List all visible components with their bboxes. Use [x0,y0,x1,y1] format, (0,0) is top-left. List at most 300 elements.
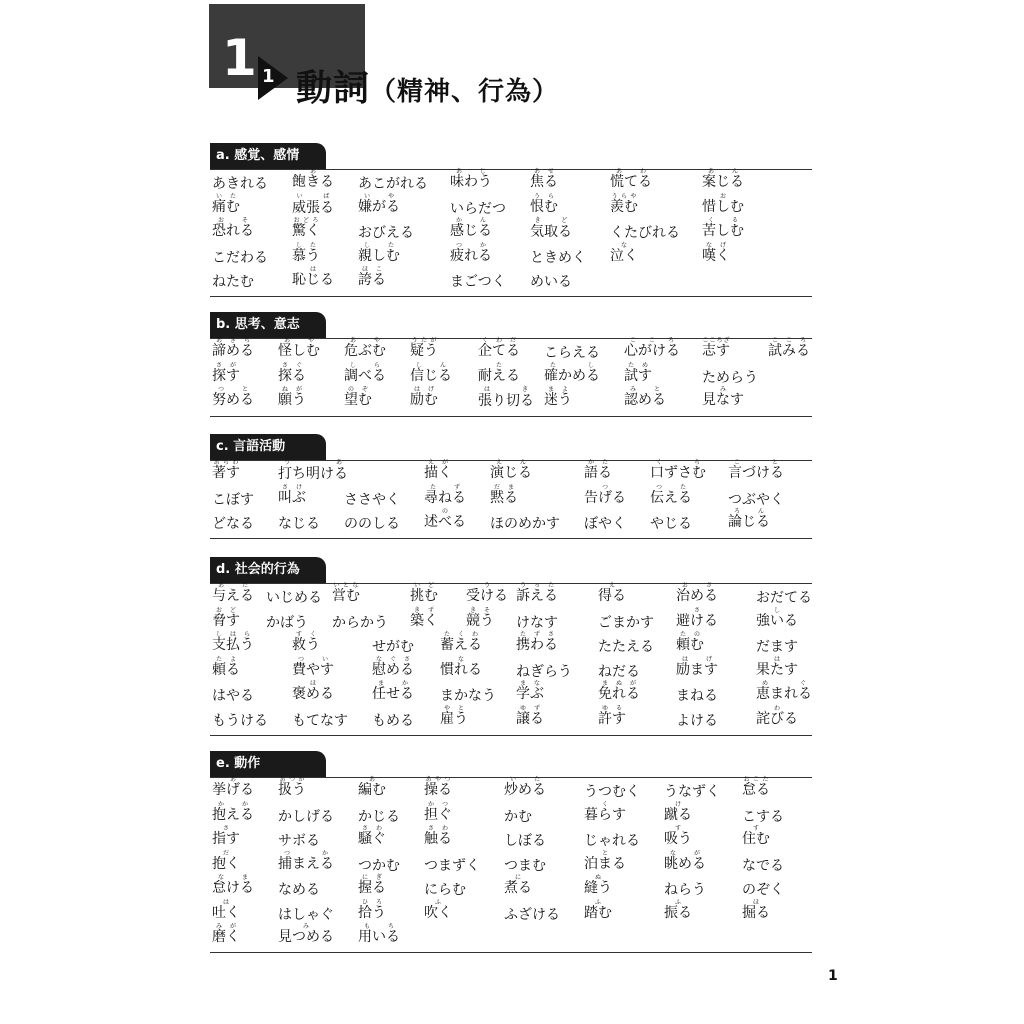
vocab-word: 危ぶむあや [344,337,386,359]
vocab-word: 嘆くなげ [702,241,730,264]
furigana: めぐ [756,680,812,687]
vocab-word: だます [756,639,798,655]
furigana: なげ [702,241,730,249]
furigana: は き [478,386,534,393]
vocab-word: あきれる [212,176,268,192]
vocab-word: まねる [676,688,718,704]
vocab-word: 心がけるこころ [624,337,680,359]
furigana: かつ [424,800,452,808]
vocab-word: こぼす [212,491,254,508]
furigana: あせ [530,168,558,175]
vocab-word: 探るさぐ [278,361,306,384]
furigana: なが [664,849,706,857]
furigana: した [358,241,400,249]
furigana: は [292,266,334,273]
furigana: つた [650,483,692,491]
vocab-word: 論じるろん [728,508,770,530]
vocab-word: うなずく [664,784,720,800]
vocab-word: ほのめかす [490,516,560,532]
vocab-word: 恵まれるめぐ [756,680,812,702]
vocab-word: からかう [332,614,388,631]
vocab-word: 励ますはげ [676,655,718,678]
vocab-word: 諦めるあきら [212,337,254,359]
vocab-word: 尋ねるたず [424,483,466,506]
vocab-word: 触るさわ [424,825,452,847]
vocab-word: 伝えるつた [650,483,692,506]
vocab-word: 費やすつい [292,655,334,678]
vocab-word: いらだつ [450,200,506,217]
vocab-word: つぶやく [728,491,784,508]
furigana: たよ [212,655,240,663]
vocab-word: ときめく [530,249,586,266]
furigana: は [756,655,798,663]
vocab-word: なめる [278,882,320,898]
vocab-word: こらえる [544,345,600,361]
vocab-word: 蓄えるたくわ [440,631,482,653]
furigana: に [504,874,532,881]
vocab-word: 支払うしはら [212,631,254,653]
vocab-word: 恐れるおそ [212,217,254,239]
vocab-word: 気取るき ど [530,217,572,240]
section-header: d. 社会的行為 [210,557,326,583]
vocab-word: 救うすく [292,631,320,653]
vocab-word: 磨くみが [212,923,240,945]
vocab-word: 学ぶまな [516,680,544,702]
furigana: はげ [676,655,718,663]
section-header: e. 動作 [210,751,326,777]
furigana: さわ [358,825,386,832]
furigana: さが [212,361,240,369]
furigana: たくわ [440,631,482,638]
furigana: いた [212,192,240,200]
vocab-word: 怪しむあや [278,337,320,359]
furigana: たず [424,483,466,491]
furigana: つ [584,483,626,491]
furigana: いとな [332,582,360,589]
vocab-word: 疲れるつか [450,241,492,264]
vocab-word: もめる [372,712,414,729]
furigana: かん [450,217,492,224]
furigana: さけ [278,483,306,491]
furigana: うら [530,192,558,200]
vocab-word: 許すゆる [598,704,626,727]
furigana: え [598,582,626,589]
furigana: た [478,361,520,369]
furigana: くる [702,217,744,224]
vocab-word: 望むのぞ [344,386,372,408]
furigana: えん [490,459,532,466]
vocab-word: いじめる [266,590,322,606]
furigana: きず [410,606,438,614]
vocab-word: つまずく [424,857,480,874]
vocab-word: 雇うやと [440,704,468,727]
furigana: す [664,825,692,832]
vocab-word: 張り切るは き [478,386,534,409]
vocab-word: 迷うまよ [544,386,572,408]
vocab-word: 黙るだま [490,483,518,506]
vocab-word: はやる [212,688,254,704]
vocab-word: 暮らすく [584,800,626,823]
furigana: もち [358,923,400,930]
furigana: しん [410,361,452,369]
vocab-word: めいる [530,274,572,290]
vocab-word: 企てるくわだ [478,337,520,359]
furigana: な [610,241,638,249]
furigana: すく [292,631,320,638]
furigana: ほこ [358,266,386,273]
vocab-word: 振るふ [664,898,692,921]
furigana: あやつ [424,776,452,783]
vocab-word: 縫うぬ [584,874,612,896]
vocab-word: じゃれる [584,833,640,849]
vocab-word: 親しむした [358,241,400,264]
vocab-word: 慕うした [292,241,320,264]
furigana: き ど [530,217,572,224]
furigana: きそ [466,606,494,614]
furigana: くち [650,459,706,466]
vocab-word: 確かめるたし [544,361,600,384]
vocab-word: 描くえが [424,459,452,481]
vocab-word: 与えるあた [212,582,254,604]
vocab-word: 煮るに [504,874,532,896]
furigana: さ [676,606,718,614]
vocab-word: 恨むうら [530,192,558,215]
furigana: うらや [610,192,638,200]
furigana: あた [212,582,254,589]
furigana: み [278,923,334,930]
furigana: うった [516,582,558,589]
vocab-word: 強いるし [756,606,798,629]
furigana: あや [278,337,320,344]
vocab-word: ささやく [344,491,400,508]
furigana: こころざ [702,337,730,344]
vocab-word: 住むす [742,825,770,847]
vocab-word: 叫ぶさけ [278,483,306,506]
furigana: ゆず [516,704,544,712]
vocab-word: 演じるえん [490,459,532,481]
page-title [296,60,559,111]
furigana: の [424,508,466,515]
vocab-word: どなる [212,516,254,532]
vocab-word: 褒めるほ [292,680,334,702]
furigana: こと [728,459,784,466]
vocab-word: かじる [358,808,400,825]
vocab-word: まごつく [450,274,506,290]
furigana: だ [212,849,240,857]
furigana: なま [212,874,254,881]
vocab-word: 挙げるあ [212,776,254,798]
vocab-word: 泊まると [584,849,626,872]
vocab-word: 著すあらわ [212,459,240,481]
furigana: だま [490,483,518,491]
vocab-word: 捕まえるつか [278,849,334,872]
furigana: おさ [676,582,718,589]
vocab-word: せがむ [372,639,414,655]
vocab-word: 口ずさむくち [650,459,706,481]
vocab-word: 操るあやつ [424,776,452,798]
page-number: 1 [828,968,838,984]
vocab-word: 味わうあじ [450,168,492,190]
vocab-word: 恥じるは [292,266,334,288]
vocab-word: 脅すおど [212,606,240,629]
section-header: b. 思考、意志 [210,312,326,338]
section-number: 1 [262,66,275,87]
furigana: ねが [278,386,306,393]
vocab-word: こだわる [212,249,268,266]
vocab-word: 語るかた [584,459,612,481]
furigana: まな [516,680,544,687]
furigana: ぬ [584,874,612,881]
vocab-word: よける [676,712,718,729]
furigana: ほ [742,898,770,906]
furigana: つか [450,241,492,249]
furigana: な [440,655,482,663]
vocab-word: 頼るたよ [212,655,240,678]
vocab-word: おびえる [358,225,414,241]
vocab-word: 踏むふ [584,898,612,921]
vocab-word: 惜しむお [702,192,744,215]
furigana: ろん [728,508,770,515]
furigana: い ば [292,192,334,200]
section-divider [210,538,812,539]
vocab-word: ねだる [598,663,640,680]
vocab-word: 編むあ [358,776,386,798]
vocab-word: 競うきそ [466,606,494,629]
furigana: まか [372,680,414,687]
furigana: あや [344,337,386,344]
furigana: こころ [624,337,680,344]
vocab-word: 握るにぎ [358,874,386,896]
furigana: まぬが [598,680,640,687]
furigana: はげ [410,386,438,393]
vocab-word: 築くきず [410,606,438,629]
vocab-word: 試みるこころ [768,337,810,359]
vocab-word: 打ち明けるう あ [278,459,348,482]
vocab-word: のぞく [742,882,784,898]
vocab-word: はしゃぐ [278,906,334,923]
vocab-word: つまむ [504,857,546,874]
vocab-word: 抱えるかか [212,800,254,823]
furigana: おどろ [292,217,320,224]
furigana: ふ [584,898,612,906]
vocab-word: 威張るい ば [292,192,334,216]
vocab-word: 用いるもち [358,923,400,945]
vocab-word: 慣れるな [440,655,482,678]
vocab-word: かばう [266,614,308,631]
furigana: いや [358,192,400,200]
chapter-number: 1 [222,29,257,87]
vocab-word: 言づけること [728,459,784,481]
vocab-word: かむ [504,808,532,825]
furigana: と [584,849,626,857]
vocab-word: 頼むたの [676,631,704,653]
vocab-word: 見つめるみ [278,923,334,945]
section-divider [210,735,812,736]
vocab-word: 怠るおこた [742,776,770,798]
furigana: あ [292,168,334,175]
furigana: ふ [664,898,692,906]
furigana: あ [358,776,386,783]
vocab-word: 志すこころざ [702,337,730,359]
vocab-word: ののしる [344,516,400,532]
vocab-word: まかなう [440,688,496,704]
vocab-word: 努めるつと [212,386,254,408]
furigana: こころ [768,337,810,344]
vocab-word: 訴えるうった [516,582,558,604]
vocab-word: ふざける [504,906,560,923]
vocab-word: 誇るほこ [358,266,386,288]
vocab-word: あこがれる [358,176,428,192]
vocab-word: ねぎらう [516,663,572,680]
vocab-word: けなす [516,614,558,631]
furigana: あきら [212,337,254,344]
vocab-word: 述べるの [424,508,466,530]
vocab-word: 感じるかん [450,217,492,239]
section-divider [210,583,812,584]
vocab-word: 願うねが [278,386,306,408]
vocab-word: 調べるしら [344,361,386,384]
vocab-word: 避けるさ [676,606,718,629]
furigana: しはら [212,631,254,638]
vocab-word: 詫びるわ [756,704,798,727]
furigana: たずさ [516,631,558,638]
furigana: し [756,606,798,614]
furigana: み [702,386,744,393]
furigana: のぞ [344,386,372,393]
vocab-word: 扱うあつか [278,776,306,798]
vocab-word: 掘るほ [742,898,770,921]
vocab-word: 焦るあせ [530,168,558,190]
vocab-word: 果たすは [756,655,798,678]
vocab-word: しぼる [504,833,546,849]
vocab-word: 飽きるあ [292,168,334,190]
vocab-word: やじる [650,516,692,532]
vocab-word: 嫌がるいや [358,192,400,215]
vocab-word: 任せるまか [372,680,414,702]
vocab-word: なでる [742,857,784,874]
vocab-word: 受けるう [466,582,508,604]
vocab-word: うつむく [584,784,640,800]
furigana: わ [756,704,798,712]
furigana: おど [212,606,240,614]
furigana: まよ [544,386,572,393]
furigana: あらわ [212,459,240,466]
vocab-word: つかむ [358,857,400,874]
vocab-word: なじる [278,516,320,532]
vocab-word: サボる [278,833,320,849]
furigana: す [742,825,770,832]
vocab-word: 泣くな [610,241,638,264]
section-divider [210,296,812,297]
furigana: け [664,800,692,808]
furigana: うたが [410,337,438,344]
furigana: あ [212,776,254,783]
furigana: つい [292,655,334,663]
vocab-word: 認めるみと [624,386,666,408]
furigana: えが [424,459,452,466]
furigana: した [292,241,320,249]
furigana: やと [440,704,468,712]
vocab-word: 譲るゆず [516,704,544,727]
section-divider [210,952,812,953]
vocab-word: 慌てるあわ [610,168,652,190]
title-sub: （精神、行為） [370,77,560,107]
vocab-word: たたえる [598,639,654,655]
furigana: かた [584,459,612,466]
vocab-word: もてなす [292,712,348,729]
vocab-word: かしげる [278,808,334,825]
furigana: おこた [742,776,770,783]
furigana: みと [624,386,666,393]
furigana: みが [212,923,240,930]
furigana: ゆる [598,704,626,712]
furigana: にぎ [358,874,386,881]
vocab-word: 免れるまぬが [598,680,640,702]
vocab-word: 担ぐかつ [424,800,452,823]
vocab-word: ためらう [702,369,758,386]
furigana: おそ [212,217,254,224]
furigana: くわだ [478,337,520,344]
furigana: しら [344,361,386,369]
furigana: あつか [278,776,306,783]
vocab-word: 羨むうらや [610,192,638,215]
vocab-word: 怠けるなま [212,874,254,896]
vocab-word: ねたむ [212,274,254,290]
furigana: う あ [278,459,348,466]
furigana: ひろ [358,898,386,906]
vocab-word: 蹴るけ [664,800,692,823]
furigana: あじ [450,168,492,175]
furigana: いど [410,582,438,589]
vocab-word: 案じるあん [702,168,744,190]
vocab-word: 騒ぐさわ [358,825,386,847]
furigana: お [702,192,744,200]
section-header: a. 感覚、感情 [210,143,326,169]
vocab-word: 営むいとな [332,582,360,604]
vocab-word: 告げるつ [584,483,626,506]
vocab-word: おだてる [756,590,812,606]
section-header: c. 言語活動 [210,434,326,460]
title-main: 動詞 [296,68,371,109]
vocab-word: もうける [212,712,268,729]
vocab-word: 治めるおさ [676,582,718,604]
section-divider [210,416,812,417]
vocab-word: 吸うす [664,825,692,847]
furigana: つと [212,386,254,393]
vocab-word: こする [742,808,784,825]
vocab-word: 抱くだ [212,849,240,872]
vocab-word: 吐くは [212,898,240,921]
vocab-word: 痛むいた [212,192,240,215]
vocab-word: 信じるしん [410,361,452,384]
furigana: う [466,582,508,589]
furigana: は [212,898,240,906]
vocab-word: ぼやく [584,516,626,532]
furigana: なぐさ [372,655,414,663]
vocab-word: 携わるたずさ [516,631,558,653]
furigana: く [584,800,626,808]
furigana: たし [544,361,600,369]
vocab-word: ねらう [664,882,706,898]
vocab-word: 眺めるなが [664,849,706,872]
vocab-word: くたびれる [610,225,680,241]
furigana: ほ [292,680,334,687]
furigana: つか [278,849,334,857]
furigana: あわ [610,168,652,175]
furigana: ふ [424,898,452,906]
vocab-word: 驚くおどろ [292,217,320,239]
furigana: たの [676,631,704,638]
